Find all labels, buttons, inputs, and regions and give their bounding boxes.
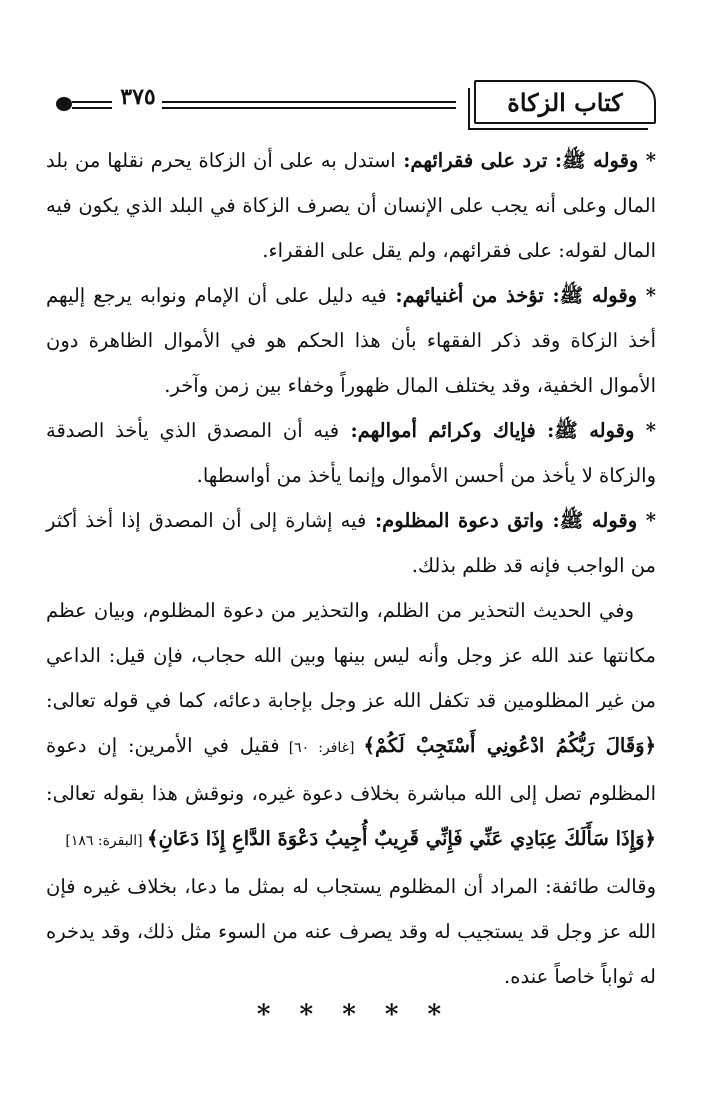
- discussion-paragraph: [46, 588, 656, 864]
- page-number: ٣٧٥: [120, 84, 156, 110]
- verse-reference: [البقرة: ١٨٦]: [65, 833, 148, 849]
- hadith-quote: فإياك وكرائم أموالهم:: [339, 419, 536, 442]
- commentary-text: استدل به على أن الزكاة يحرم نقلها من بلد المال وعلى أنه يجب على الإنسان أن يصرف الزكاة في البلد الذي يكون فيه المال لقوله: على فقرائهم، ولم يقل على الفقراء.: [46, 149, 656, 262]
- page-body: [46, 138, 656, 999]
- hadith-prefix: * وقوله ﷺ:: [535, 419, 656, 442]
- chapter-title: كتاب الزكاة: [474, 80, 656, 124]
- verse-reference: [غافر: ٦٠]: [279, 740, 364, 756]
- commentary-paragraph: [46, 138, 656, 273]
- hadith-quote: واتق دعوة المظلوم:: [366, 509, 544, 532]
- hadith-quote: ترد على فقرائهم:: [395, 149, 548, 172]
- discussion-paragraph: [46, 864, 656, 999]
- commentary-text: فيه إشارة إلى أن المصدق إذا أخذ أكثر من الواجب فإنه قد ظلم بذلك.: [46, 509, 656, 577]
- discussion-text: فقيل في الأمرين: إن دعوة المظلوم تصل إلى الله مباشرة بخلاف دعوة غيره، ونوقش هذا بقوله تعالى:: [46, 734, 656, 805]
- header-rule-short: [72, 107, 112, 109]
- header-rule-short: [72, 101, 112, 103]
- hadith-prefix: * وقوله ﷺ:: [543, 284, 656, 307]
- discussion-text: وقالت طائفة: المراد أن المظلوم يستجاب له بمثل ما دعا، بخلاف غيره فإن الله عز وجل قد يستجيب له وقد يصرف عنه من السوء مثل ذلك، وقد يدخره له ثواباً خاصاً عنده.: [46, 875, 656, 988]
- discussion-text: وفي الحديث التحذير من الظلم، والتحذير من دعوة المظلوم، وبيان عظم مكانتها عند الله عز وجل وأنه ليس بينها وبين الله حجاب، فإن قيل: الداعي من غير المظلومين قد تكفل الله عز وجل بإجابة دعائه، كما في قوله تعالى:: [46, 599, 656, 712]
- header-rule: [162, 101, 456, 103]
- quran-verse: ﴿وَإِذَا سَأَلَكَ عِبَادِي عَنِّي فَإِنِّي قَرِيبٌ أُجِيبُ دَعْوَةَ الدَّاعِ إِذَا دَعَانِ﴾: [147, 827, 656, 850]
- quran-verse: ﴿وَقَالَ رَبُّكُمُ ادْعُونِي أَسْتَجِبْ لَكُمْ﴾: [363, 734, 657, 757]
- header-rule: [162, 107, 456, 109]
- page-header: [52, 74, 656, 126]
- header-dot-ornament: [56, 97, 72, 111]
- hadith-quote: تؤخذ من أغنيائهم:: [386, 284, 544, 307]
- section-end-stars: * * * * *: [256, 1000, 452, 1030]
- commentary-text: فيه أن المصدق الذي يأخذ الصدقة والزكاة لا يأخذ من أحسن الأموال وإنما يأخذ من أواسطها.: [46, 419, 656, 487]
- commentary-text: فيه دليل على أن الإمام ونوابه يرجع إليهم أخذ الزكاة وقد ذكر الفقهاء بأن هذا الحكم هو في الأموال الظاهرة دون الأموال الخفية، وقد يختلف المال ظهوراً وخفاء بين زمن وآخر.: [46, 284, 656, 397]
- hadith-prefix: * وقوله ﷺ:: [547, 149, 657, 172]
- commentary-paragraph: [46, 498, 656, 588]
- commentary-paragraph: [46, 408, 656, 498]
- commentary-paragraph: [46, 273, 656, 408]
- hadith-prefix: * وقوله ﷺ:: [543, 509, 656, 532]
